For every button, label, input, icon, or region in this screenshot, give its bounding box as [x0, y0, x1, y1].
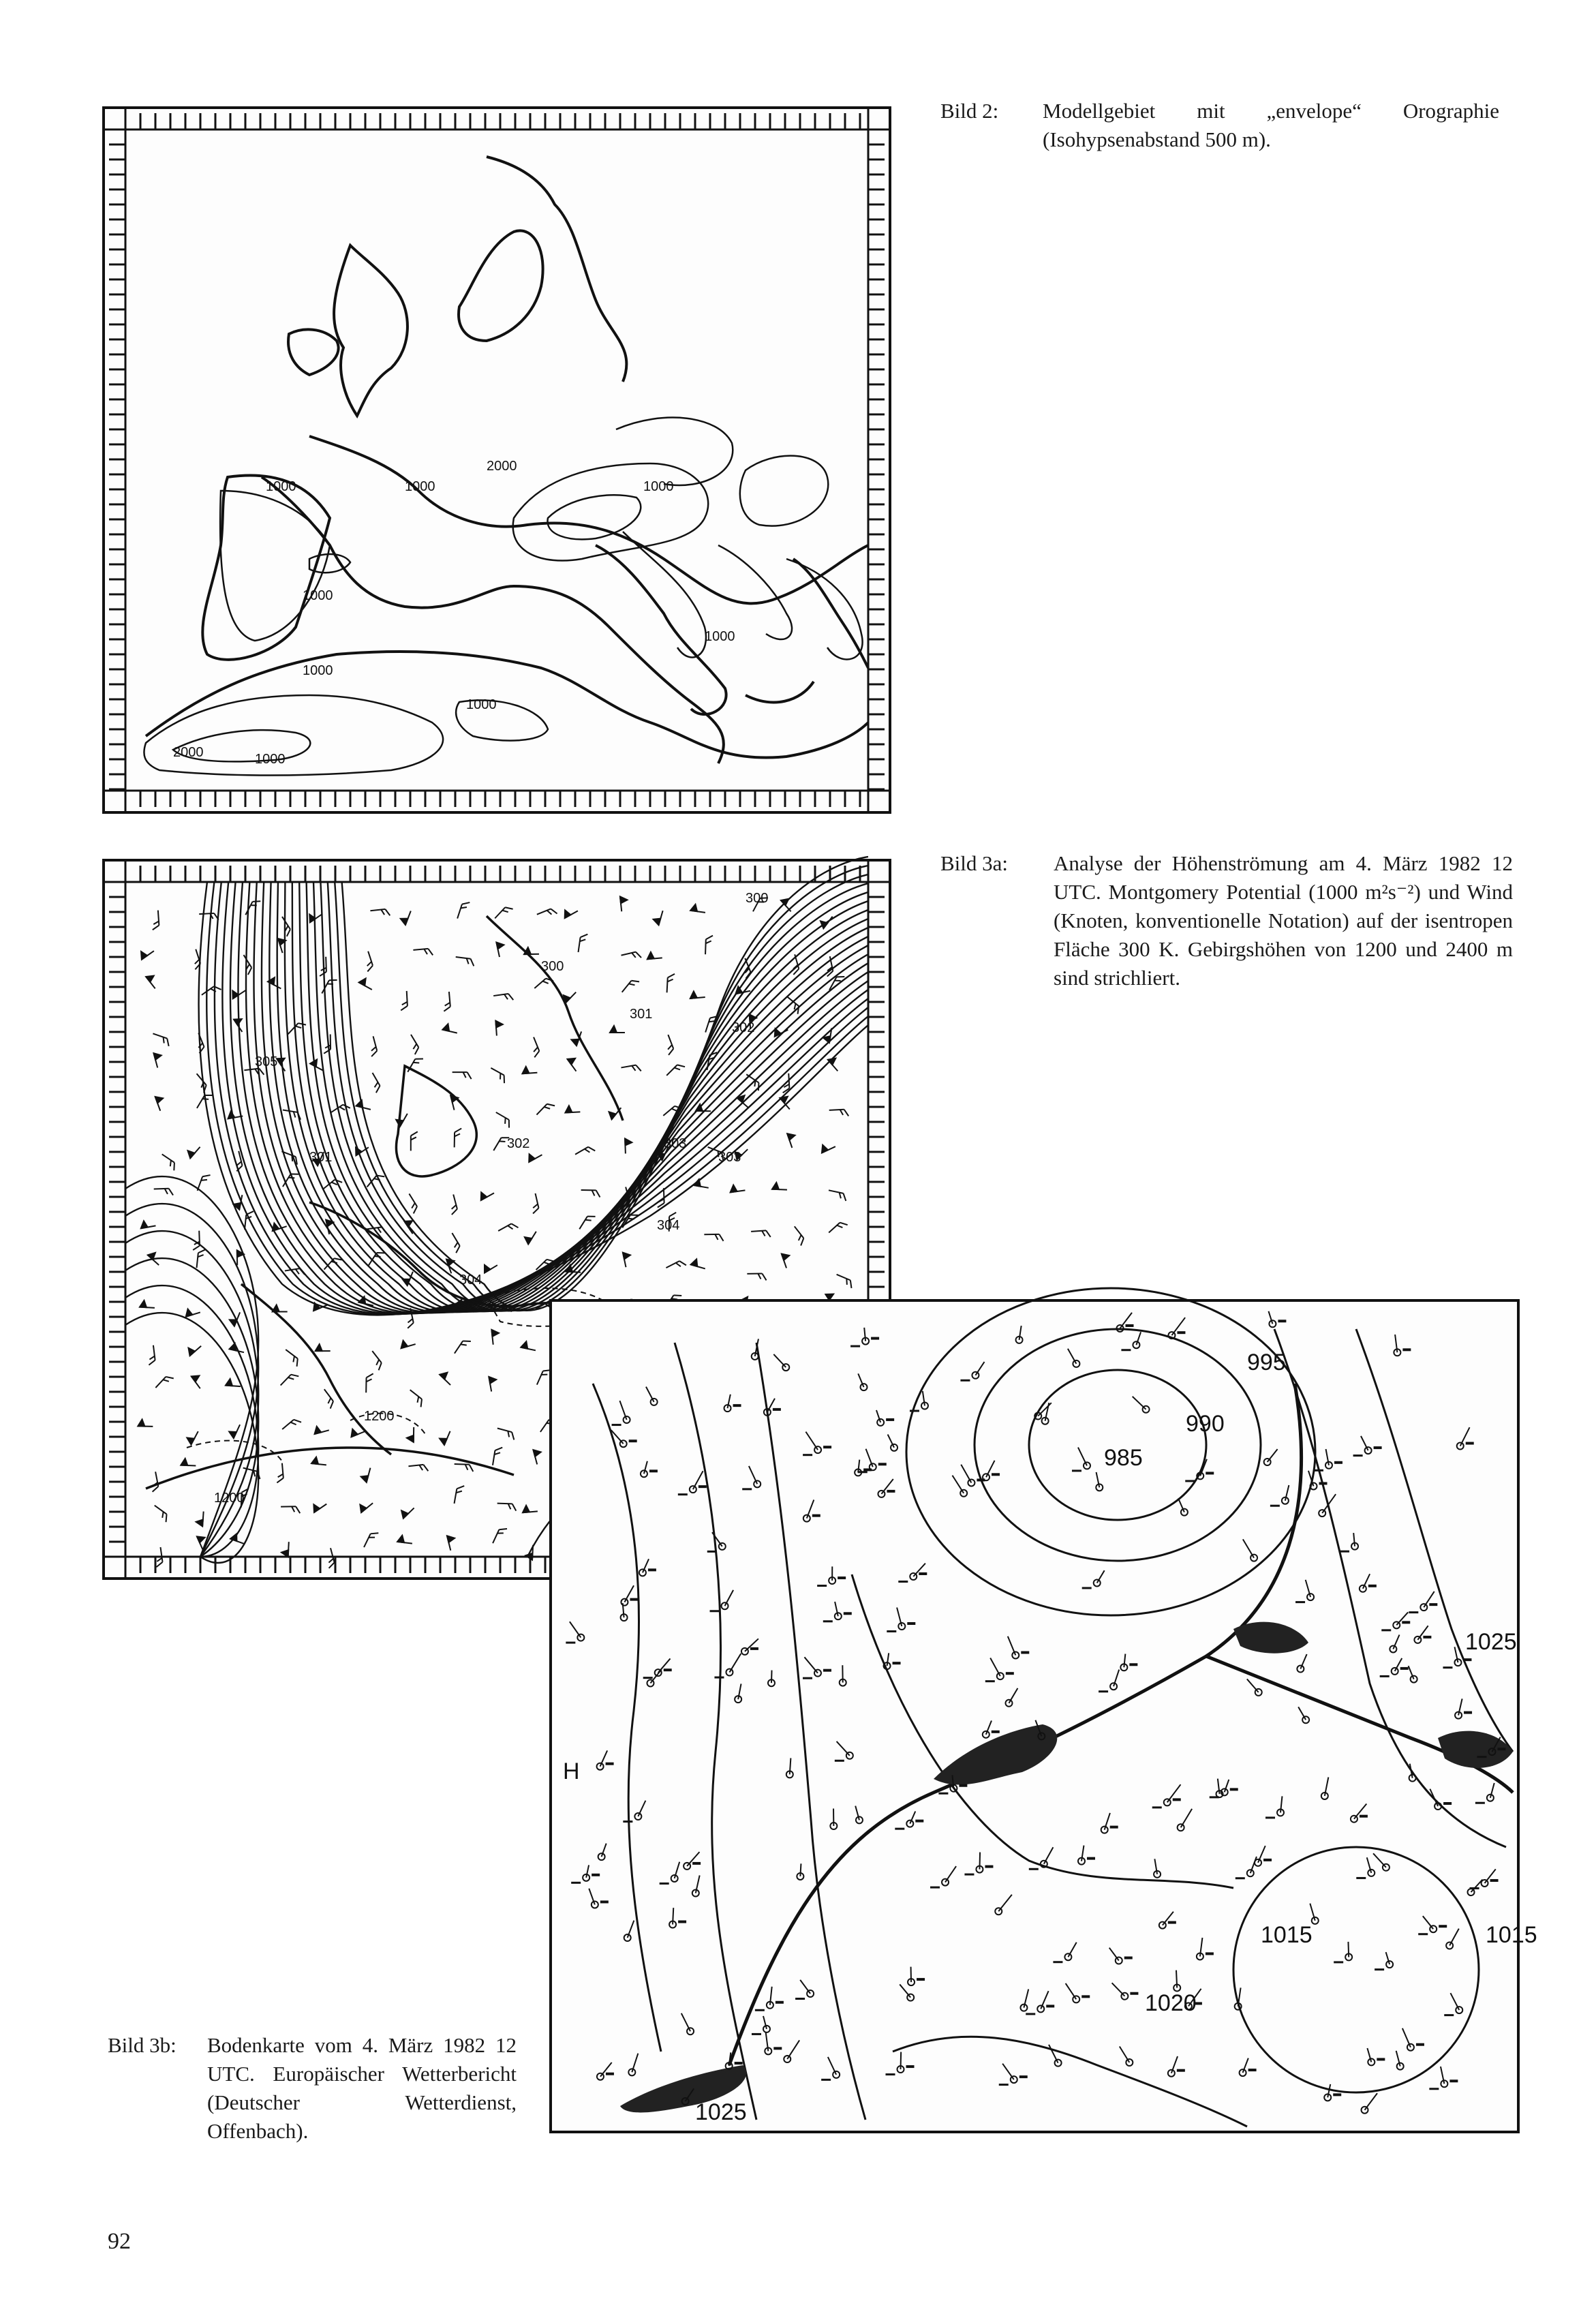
mountain-label: 1200 [364, 1409, 395, 1424]
figure-bild3b-surface-map [549, 1299, 1537, 2133]
contour-label: 1000 [266, 479, 296, 494]
high-pressure-marker: H [563, 1758, 580, 1784]
isoline-label: 303 [664, 1136, 687, 1151]
isoline-label: 300 [746, 891, 769, 906]
contour-label: 1000 [466, 697, 497, 712]
orography-contour-labels [173, 459, 735, 767]
isoline-label: 305 [255, 1054, 278, 1069]
isobar-label: 1015 [1261, 1922, 1313, 1948]
contour-label: 1000 [405, 479, 435, 494]
contour-label: 1000 [255, 752, 286, 767]
surface-map-drawing [552, 1302, 1537, 2131]
isoline-label: 303 [718, 1150, 741, 1165]
caption-text: Modellgebiet mit „envelope“ Orographie (Isohypsenabstand 500 m). [1043, 99, 1499, 151]
isobar-label: 1025 [1465, 1629, 1517, 1655]
isoline-label: 304 [459, 1273, 482, 1287]
isobars [593, 1288, 1513, 2127]
caption-bild3a [940, 849, 1513, 992]
contour-label: 1000 [303, 588, 333, 603]
isobar-label: 1015 [1486, 1922, 1537, 1948]
mountain-label: 1200 [214, 1491, 245, 1506]
caption-bild3b [108, 2031, 517, 2146]
contour-label: 1000 [303, 663, 333, 678]
contour-label: 1000 [643, 479, 674, 494]
isoline-label: 302 [732, 1020, 755, 1035]
caption-label: Bild 3b: [108, 2033, 177, 2057]
contour-label: 1000 [705, 629, 735, 644]
isoline-label: 300 [541, 959, 564, 974]
isoline-label: 301 [630, 1007, 653, 1022]
isobar-label: 985 [1104, 1445, 1143, 1471]
precipitation-areas [620, 1622, 1513, 2113]
orography-map-drawing [105, 109, 889, 811]
isobar-label: 990 [1186, 1411, 1225, 1437]
isobar-label: 1020 [1145, 1990, 1197, 2016]
page-number: 92 [108, 2229, 131, 2254]
caption-bild2 [940, 97, 1499, 154]
figure-bild2-orography-map [102, 106, 891, 814]
caption-text: Analyse der Höhenströmung am 4. März 1982 12 UTC. Montgomery Potential (1000 m²s⁻²) und Wind (Knoten, konventionelle Notation) auf der isentropen Fläche 300 K. Gebirgshöhen von 1200 und 2400 m sind strichliert. [1054, 851, 1513, 990]
station-plots [566, 1311, 1505, 2114]
isobar-label: 995 [1247, 1350, 1286, 1375]
contour-label: 2000 [487, 459, 517, 474]
caption-label: Bild 3a: [940, 851, 1009, 875]
isoline-label: 304 [657, 1218, 680, 1233]
isoline-label: 302 [507, 1136, 530, 1151]
isobar-label: 1025 [695, 2099, 747, 2125]
caption-label: Bild 2: [940, 99, 999, 123]
caption-text: Bodenkarte vom 4. März 1982 12 UTC. Europäischer Wetterbericht (Deutscher Wetterdienst, Offenbach). [207, 2033, 517, 2143]
isoline-label: 301 [309, 1150, 333, 1165]
contour-label: 2000 [173, 745, 204, 760]
